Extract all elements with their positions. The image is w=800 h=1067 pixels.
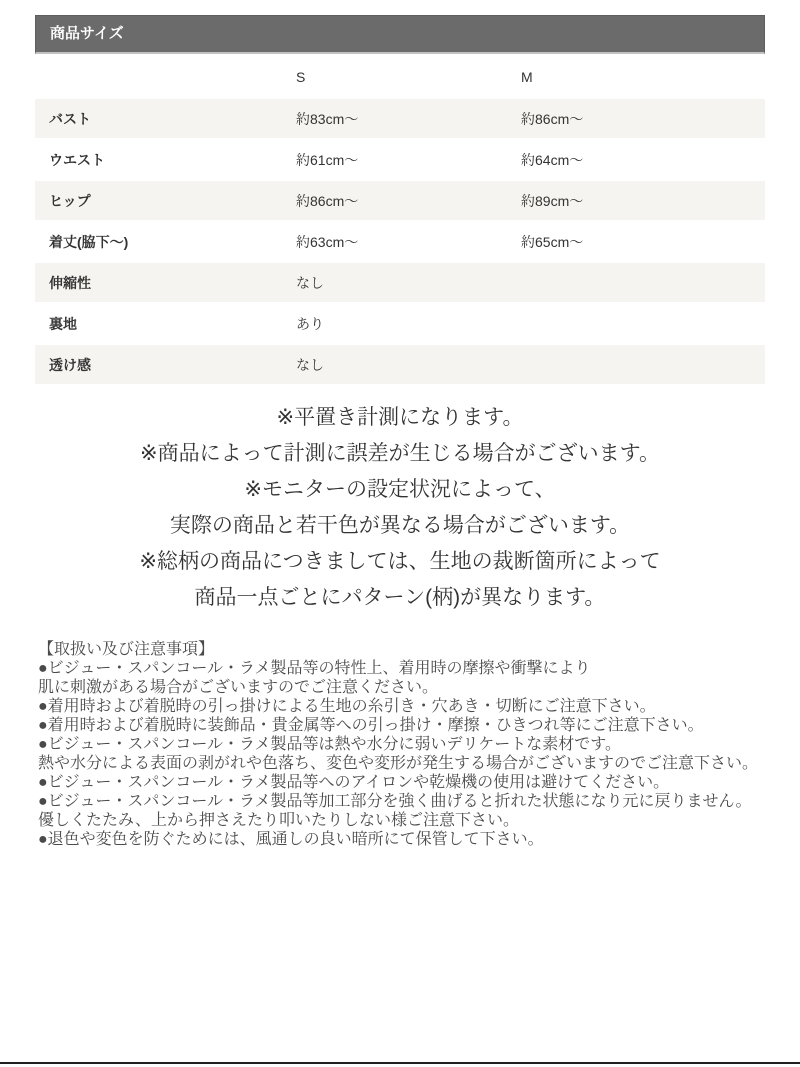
table-row-hip (35, 181, 765, 220)
row-label: 着丈(脇下～) (49, 233, 129, 250)
note-line: ※商品によって計測に誤差が生じる場合がございます。 (140, 442, 660, 465)
row-label: ウエスト (49, 151, 105, 168)
care-note-line: ●着用時および着脱時の引っ掛けによる生地の糸引き・穴あき・切断にご注意下さい。 (38, 698, 656, 715)
note-line: 商品一点ごとにパターン(柄)が異なります。 (194, 586, 606, 609)
care-note-line: 優しくたたみ、上から押さえたり叩いたりしない様ご注意下さい。 (38, 812, 519, 829)
note-line: 実際の商品と若干色が異なる場合がございます。 (169, 514, 631, 537)
care-note-line: ●退色や変色を防ぐためには、風通しの良い暗所にて保管して下さい。 (38, 831, 544, 848)
care-note-line: ●ビジュー・スパンコール・ラメ製品等は熱や水分に弱いデリケートな素材です。 (38, 736, 621, 753)
care-note-line: ●着用時および着脱時に装飾品・貴金属等への引っ掛け・摩擦・ひきつれ等にご注意下さい。 (38, 717, 704, 734)
care-note-line: ●ビジュー・スパンコール・ラメ製品等へのアイロンや乾燥機の使用は避けてください。 (38, 774, 670, 791)
table-row-bust (35, 99, 765, 138)
table-row-stretch (35, 263, 765, 302)
size-m-value: 約64cm～ (521, 151, 584, 168)
note-line: ※モニターの設定状況によって、 (244, 478, 556, 501)
column-header-s: S (296, 69, 306, 85)
size-s-value: 約63cm～ (296, 233, 359, 250)
care-heading: 【取扱い及び注意事項】 (38, 641, 215, 658)
table-row-waist (35, 140, 765, 179)
section-title: 商品サイズ (50, 25, 124, 42)
size-s-value: 約83cm～ (296, 110, 359, 127)
note-line: ※平置き計測になります。 (276, 406, 524, 429)
section-header-product-size (35, 15, 765, 54)
product-size-section (0, 0, 800, 384)
table-row-lining (35, 304, 765, 343)
measurement-notes (0, 400, 800, 616)
care-note-line: 肌に刺激がある場合がございますのでご注意ください。 (38, 679, 439, 696)
size-s-value: 約86cm～ (296, 192, 359, 209)
care-notes (38, 640, 765, 849)
note-line: ※総柄の商品につきましては、生地の裁断箇所によって (139, 550, 661, 573)
size-s-value: なし (296, 274, 324, 291)
row-label: バスト (49, 110, 91, 127)
size-m-value: 約65cm～ (521, 233, 584, 250)
row-label: 裏地 (49, 315, 77, 332)
size-table (35, 57, 765, 384)
table-row-length (35, 222, 765, 261)
table-header-row (35, 57, 765, 97)
row-label: ヒップ (49, 192, 91, 209)
size-m-value: 約86cm～ (521, 110, 584, 127)
size-m-value: 約89cm～ (521, 192, 584, 209)
care-section (0, 640, 800, 849)
size-s-value: 約61cm～ (296, 151, 359, 168)
table-row-sheerness (35, 345, 765, 384)
care-note-line: ●ビジュー・スパンコール・ラメ製品等加工部分を強く曲げると折れた状態になり元に戻りません。 (38, 793, 752, 810)
size-s-value: なし (296, 356, 324, 373)
care-note-line: ●ビジュー・スパンコール・ラメ製品等の特性上、着用時の摩擦や衝撃により (38, 660, 591, 677)
bottom-divider (0, 1062, 800, 1064)
row-label: 透け感 (49, 356, 91, 373)
care-note-line: 熱や水分による表面の剥がれや色落ち、変色や変形が発生する場合がございますのでご注意下さい。 (38, 755, 759, 772)
row-label: 伸縮性 (49, 274, 91, 291)
size-s-value: あり (296, 315, 324, 332)
column-header-m: M (521, 69, 533, 85)
